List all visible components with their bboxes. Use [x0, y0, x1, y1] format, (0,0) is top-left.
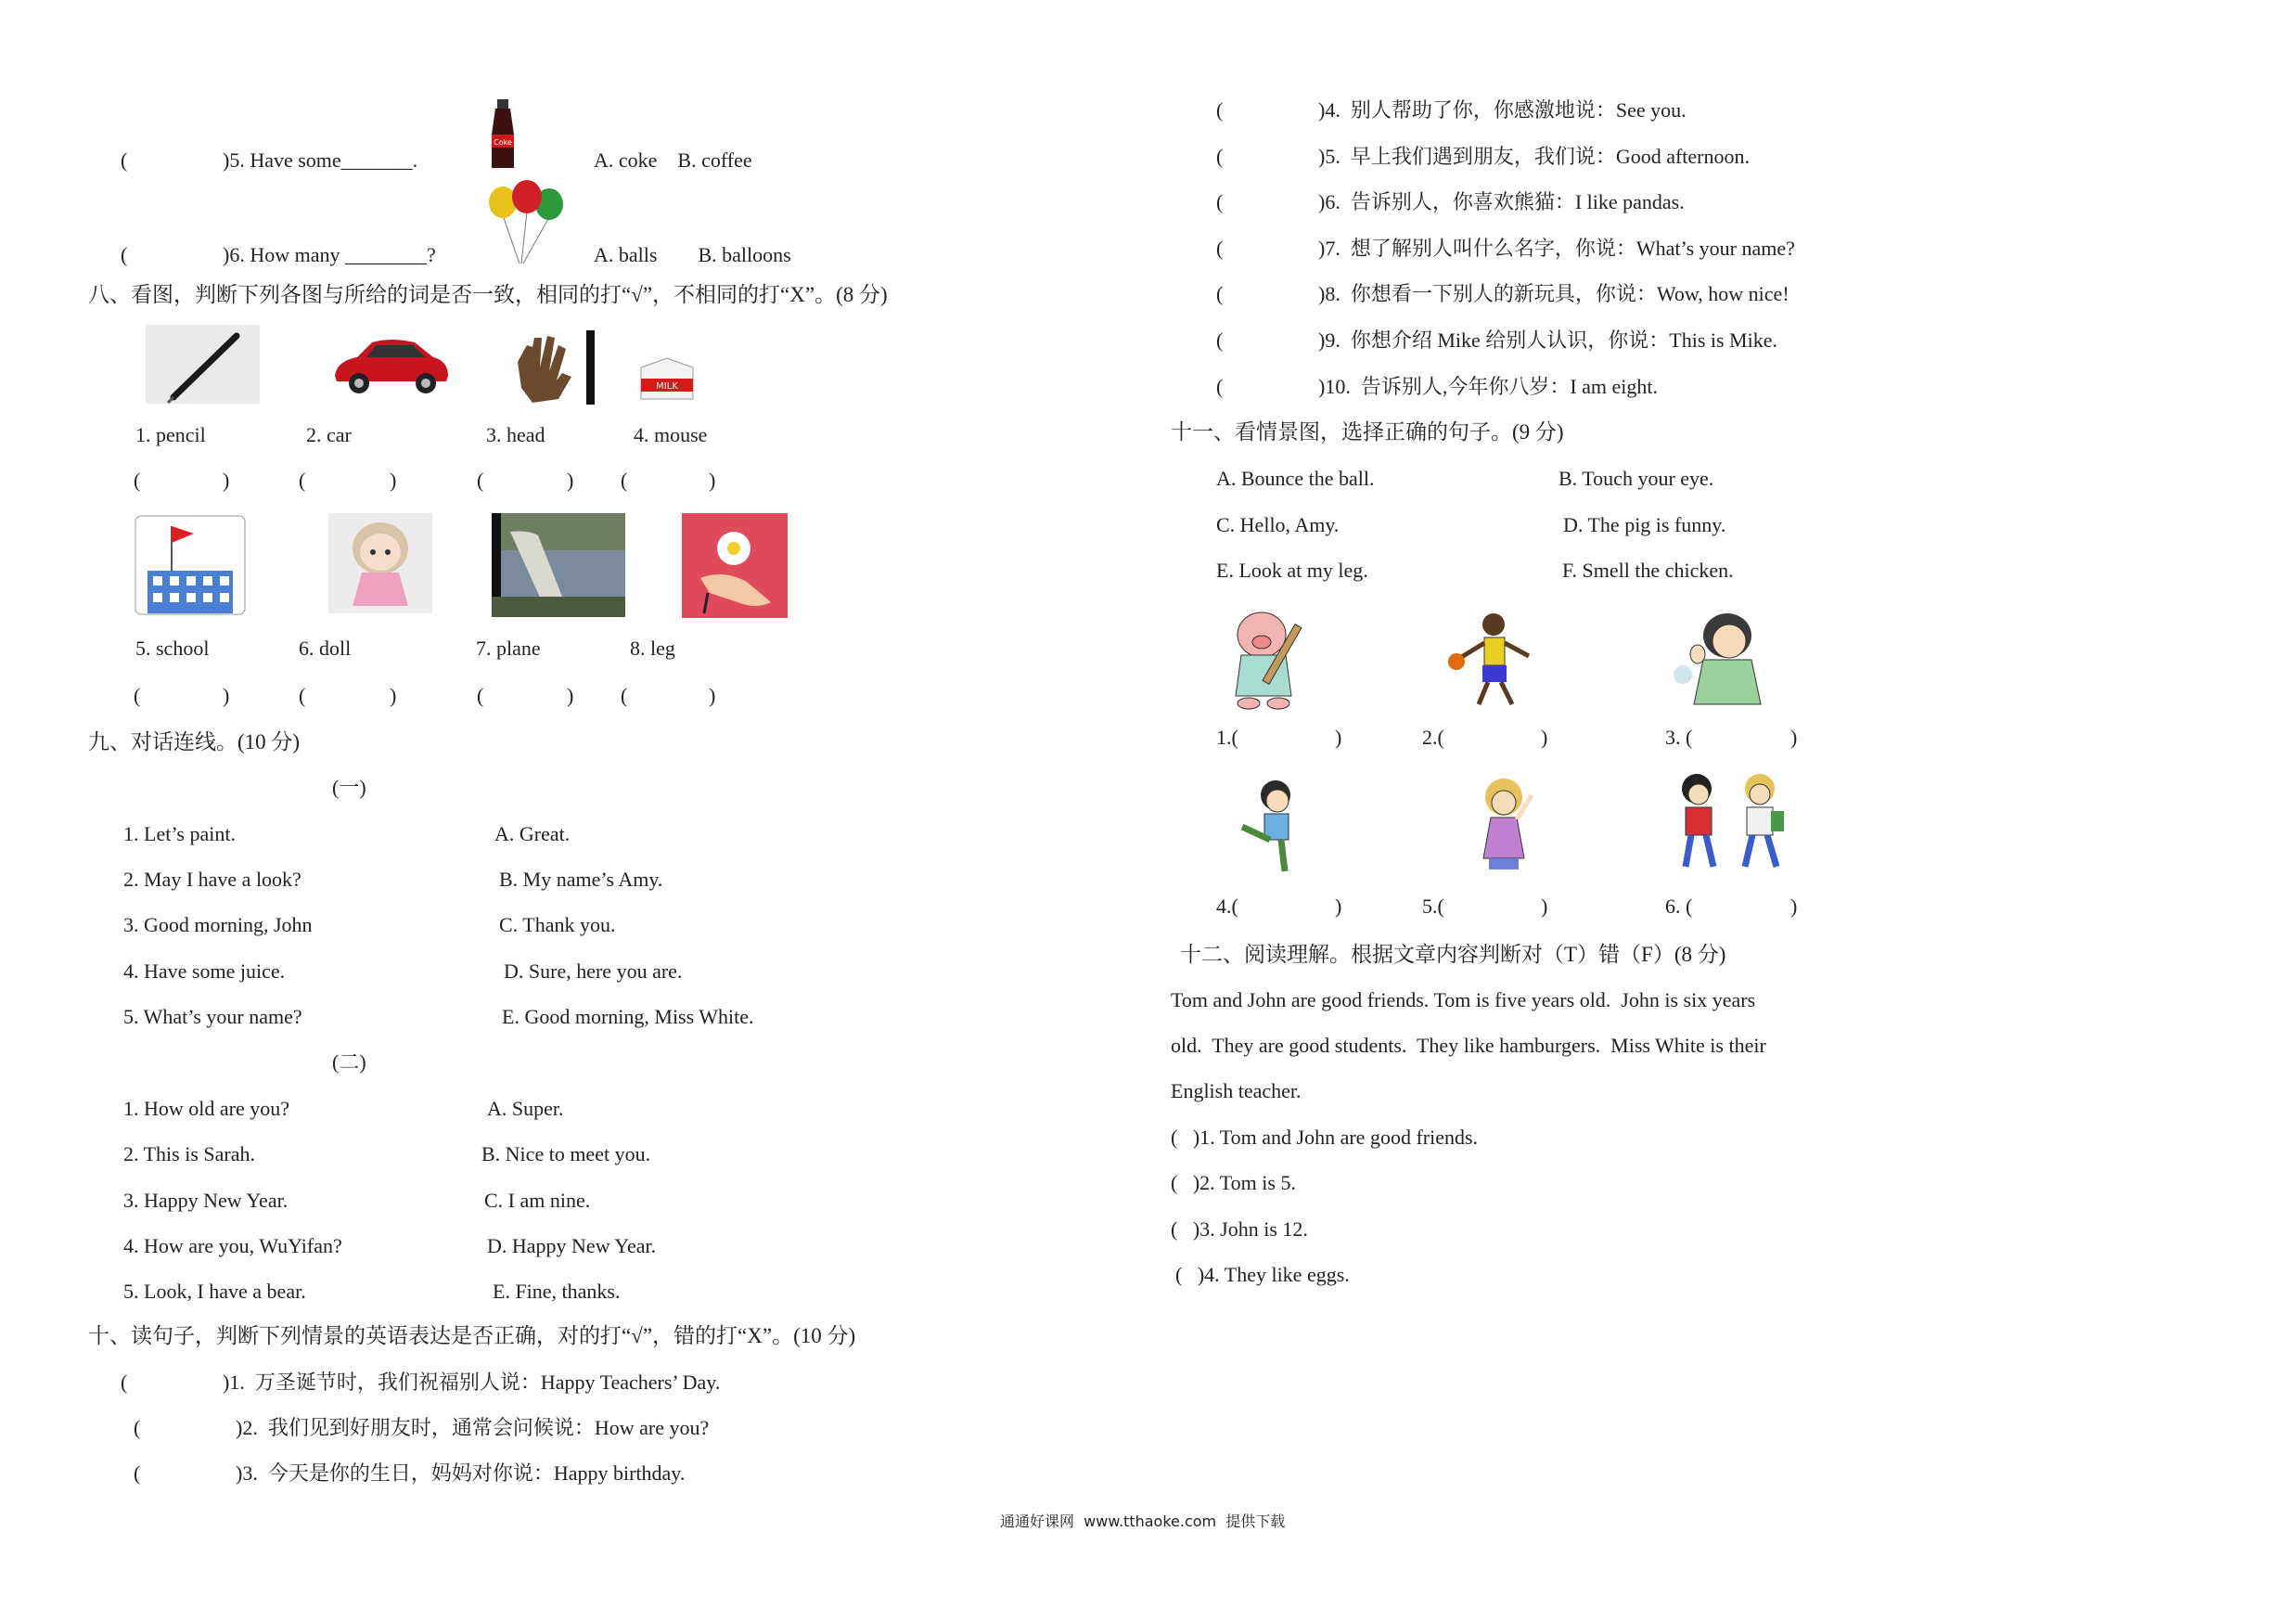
pig-cartoon-picture	[1213, 603, 1315, 713]
answer-paren: )	[390, 684, 397, 707]
dialog-a: D. Sure, here you are.	[504, 959, 683, 983]
scene-label-6: 6. (	[1665, 895, 1693, 918]
answer-paren: (	[621, 469, 628, 492]
paren-q5: (	[121, 148, 128, 172]
paren: (	[121, 1371, 128, 1394]
section-8-title: 八、看图，判断下列各图与所给的词是否一致，相同的打“√”，不相同的打“X”。(8 分)	[88, 283, 888, 306]
school-picture	[135, 515, 246, 615]
svg-text:Coke: Coke	[494, 138, 512, 147]
answer-paren: (	[299, 469, 306, 492]
dialog-q: 2. This is Sarah.	[123, 1142, 255, 1165]
boat-picture	[492, 513, 625, 617]
two-children-picture	[1667, 770, 1797, 877]
judge-item: )1. 万圣诞节时，我们祝福别人说：Happy Teachers’ Day.	[223, 1371, 721, 1394]
part-1-heading: (一)	[332, 776, 366, 799]
judge-item: )6. 告诉别人，你喜欢熊猫：I like pandas.	[1318, 190, 1685, 213]
answer-paren: )	[567, 469, 574, 492]
answer-paren: (	[477, 469, 484, 492]
dialog-q: 2. May I have a look?	[123, 868, 301, 891]
tf-item: ( )4. They like eggs.	[1175, 1263, 1350, 1286]
paren: )	[1790, 726, 1798, 749]
paren: (	[134, 1416, 141, 1439]
passage-line: English teacher.	[1171, 1079, 1302, 1102]
answer-paren: )	[390, 469, 397, 492]
word-2: 2. car	[306, 423, 352, 446]
answer-paren: )	[567, 684, 574, 707]
question-5: )5. Have some_______.	[223, 148, 418, 172]
tf-item: ( )3. John is 12.	[1171, 1217, 1308, 1241]
option-e: E. Look at my leg.	[1216, 559, 1368, 582]
word-1: 1. pencil	[135, 423, 206, 446]
section-11-title: 十一、看情景图，选择正确的句子。(9 分)	[1171, 420, 1564, 444]
dialog-q: 3. Good morning, John	[123, 913, 313, 936]
tf-item: ( )1. Tom and John are good friends.	[1171, 1126, 1479, 1149]
paren-q6: (	[121, 243, 128, 266]
doll-picture	[328, 513, 432, 613]
hand-picture	[501, 325, 603, 408]
dialog-q: 4. How are you, WuYifan?	[123, 1234, 342, 1257]
paren: (	[1216, 98, 1224, 122]
option-f: F. Smell the chicken.	[1562, 559, 1734, 582]
dialog-a: A. Super.	[487, 1097, 564, 1120]
scene-label-3: 3. (	[1665, 726, 1693, 749]
boy-kicking-picture	[1229, 775, 1313, 877]
judge-item: )9. 你想介绍 Mike 给别人认识，你说：This is Mike.	[1318, 328, 1777, 352]
dialog-a: B. My name’s Amy.	[499, 868, 663, 891]
milk-carton-picture	[635, 351, 696, 402]
answer-paren: )	[709, 684, 716, 707]
dialog-a: C. Thank you.	[499, 913, 616, 936]
paren: )	[1790, 895, 1798, 918]
answer-paren: )	[709, 469, 716, 492]
paren: (	[1216, 190, 1224, 213]
footer-credit: 通通好课网 www.tthaoke.com 提供下载	[1000, 1513, 1286, 1530]
passage-line: Tom and John are good friends. Tom is five years old. John is six years	[1171, 988, 1756, 1011]
word-3: 3. head	[486, 423, 545, 446]
paren: )	[1335, 895, 1342, 918]
judge-item: )3. 今天是你的生日，妈妈对你说：Happy birthday.	[236, 1461, 686, 1485]
word-6: 6. doll	[299, 637, 352, 660]
answer-paren: (	[477, 684, 484, 707]
dialog-q: 4. Have some juice.	[123, 959, 286, 983]
paren: (	[1216, 237, 1224, 260]
dialog-q: 5. Look, I have a bear.	[123, 1280, 306, 1303]
answer-paren: (	[134, 684, 141, 707]
option-c: C. Hello, Amy.	[1216, 513, 1340, 536]
judge-item: )4. 别人帮助了你，你感激地说：See you.	[1318, 98, 1687, 122]
options-q6: A. balls B. balloons	[594, 243, 791, 266]
scene-label-5: 5.(	[1422, 895, 1444, 918]
scene-label-4: 4.(	[1216, 895, 1238, 918]
paren: (	[1216, 328, 1224, 352]
girl-smelling-picture	[1670, 608, 1786, 712]
scene-label-1: 1.(	[1216, 726, 1238, 749]
scene-label-2: 2.(	[1422, 726, 1444, 749]
judge-item: )2. 我们见到好朋友时，通常会问候说：How are you?	[236, 1416, 710, 1439]
coke-bottle-picture	[482, 97, 525, 172]
dialog-q: 3. Happy New Year.	[123, 1189, 289, 1212]
judge-item: )5. 早上我们遇到朋友，我们说：Good afternoon.	[1318, 145, 1751, 168]
ball-player-picture	[1438, 608, 1549, 712]
judge-item: )10. 告诉别人,今年你八岁：I am eight.	[1318, 375, 1659, 398]
passage-line: old. They are good students. They like hamburgers. Miss White is their	[1171, 1034, 1766, 1057]
section-12-title: 十二、阅读理解。根据文章内容判断对（T）错（F）(8 分)	[1180, 943, 1726, 966]
dialog-q: 1. Let’s paint.	[123, 822, 236, 845]
paren: (	[1216, 282, 1224, 305]
word-4: 4. mouse	[634, 423, 708, 446]
option-a: A. Bounce the ball.	[1216, 467, 1375, 490]
option-d: D. The pig is funny.	[1563, 513, 1726, 536]
paren: )	[1335, 726, 1342, 749]
paren: )	[1541, 726, 1548, 749]
paren: (	[1216, 375, 1224, 398]
dialog-q: 5. What’s your name?	[123, 1005, 302, 1028]
section-9-title: 九、对话连线。(10 分)	[88, 730, 301, 753]
answer-paren: )	[223, 469, 230, 492]
section-10-title: 十、读句子，判断下列情景的英语表达是否正确，对的打“√”，错的打“X”。(10 分)	[88, 1324, 856, 1347]
tf-item: ( )2. Tom is 5.	[1171, 1171, 1296, 1194]
paren: (	[134, 1461, 141, 1485]
options-q5: A. coke B. coffee	[594, 148, 752, 172]
question-6: )6. How many ________?	[223, 243, 436, 266]
judge-item: )7. 想了解别人叫什么名字，你说：What’s your name?	[1318, 237, 1795, 260]
dialog-a: D. Happy New Year.	[487, 1234, 657, 1257]
dialog-a: C. I am nine.	[484, 1189, 591, 1212]
girl-waving-picture	[1470, 775, 1540, 877]
answer-paren: )	[223, 684, 230, 707]
word-8: 8. leg	[630, 637, 675, 660]
paren: (	[1216, 145, 1224, 168]
balloons-picture	[482, 178, 571, 266]
part-2-heading: (二)	[332, 1050, 366, 1074]
answer-paren: (	[299, 684, 306, 707]
word-5: 5. school	[135, 637, 210, 660]
answer-paren: (	[621, 684, 628, 707]
dialog-a: E. Fine, thanks.	[493, 1280, 621, 1303]
dialog-a: E. Good morning, Miss White.	[502, 1005, 754, 1028]
answer-paren: (	[134, 469, 141, 492]
car-picture	[329, 329, 452, 399]
foot-flower-picture	[682, 513, 788, 618]
judge-item: )8. 你想看一下别人的新玩具，你说：Wow, how nice!	[1318, 282, 1789, 305]
dialog-q: 1. How old are you?	[123, 1097, 290, 1120]
dialog-a: A. Great.	[494, 822, 571, 845]
pen-picture	[146, 325, 260, 404]
word-7: 7. plane	[476, 637, 541, 660]
dialog-a: B. Nice to meet you.	[481, 1142, 651, 1165]
svg-text:MILK: MILK	[656, 381, 678, 392]
option-b: B. Touch your eye.	[1558, 467, 1714, 490]
paren: )	[1541, 895, 1548, 918]
